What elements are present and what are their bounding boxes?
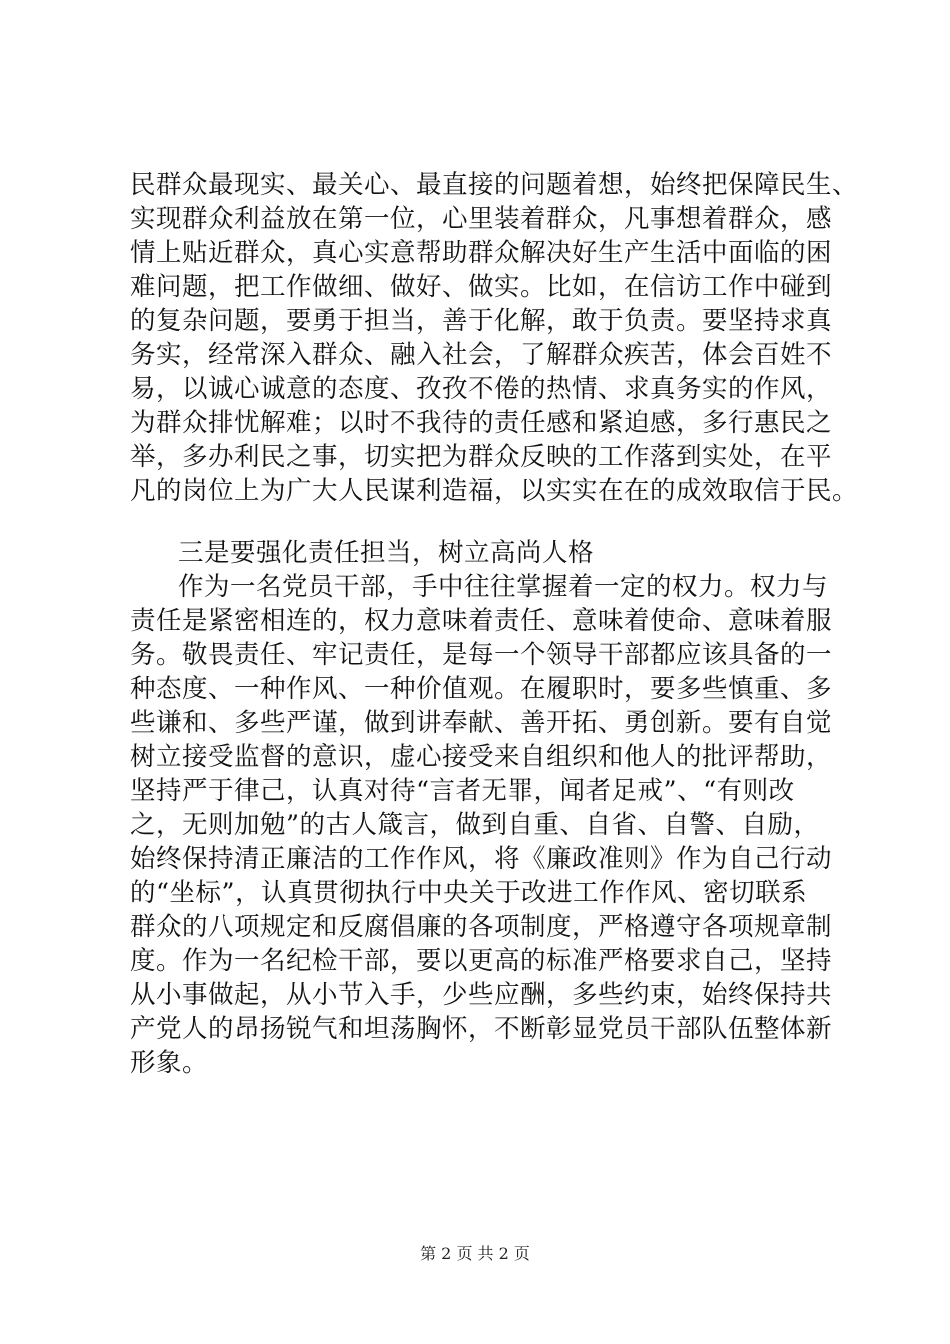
paragraph2-line: 些谦和、多些严谨，做到讲奉献、善开拓、勇创新。要有自觉 xyxy=(130,708,833,738)
paragraph2-line: 坚持严于律己，认真对待“言者无罪，闻者足戒”、“有则改 xyxy=(130,776,795,806)
paragraph2-line: 之，无则加勉”的古人箴言，做到自重、自省、自警、自励， xyxy=(130,810,820,840)
paragraph2-line: 群众的八项规定和反腐倡廉的各项制度，严格遵守各项规章制 xyxy=(130,912,833,942)
paragraph1-line: 的复杂问题，要勇于担当，善于化解，敢于负责。要坚持求真 xyxy=(130,306,833,336)
paragraph2-line: 产党人的昂扬锐气和坦荡胸怀，不断彰显党员干部队伍整体新 xyxy=(130,1014,833,1044)
paragraph1-line: 为群众排忧解难；以时不我待的责任感和紧迫感，多行惠民之 xyxy=(130,408,833,438)
paragraph2-line: 作为一名党员干部，手中往往掌握着一定的权力。权力与 xyxy=(178,572,829,602)
paragraph1-line: 易，以诚心诚意的态度、孜孜不倦的热情、求真务实的作风， xyxy=(130,374,833,404)
paragraph1-line: 凡的岗位上为广大人民谋利造福，以实实在在的成效取信于民。 xyxy=(130,476,859,506)
paragraph2-line: 度。作为一名纪检干部，要以更高的标准严格要求自己，坚持 xyxy=(130,946,833,976)
paragraph2-line: 种态度、一种作风、一种价值观。在履职时，要多些慎重、多 xyxy=(130,674,833,704)
paragraph1-line: 情上贴近群众，真心实意帮助群众解决好生产生活中面临的困 xyxy=(130,238,833,268)
paragraph2-line: 务。敬畏责任、牢记责任，是每一个领导干部都应该具备的一 xyxy=(130,640,833,670)
paragraph1-line: 民群众最现实、最关心、最直接的问题着想，始终把保障民生、 xyxy=(130,170,859,200)
paragraph1-line: 实现群众利益放在第一位，心里装着群众，凡事想着群众，感 xyxy=(130,204,833,234)
paragraph1-line: 举，多办利民之事，切实把为群众反映的工作落到实处，在平 xyxy=(130,442,833,472)
paragraph1-line: 难问题，把工作做细、做好、做实。比如，在信访工作中碰到 xyxy=(130,272,833,302)
paragraph2-line: 责任是紧密相连的，权力意味着责任、意味着使命、意味着服 xyxy=(130,606,833,636)
paragraph2-line: 形象。 xyxy=(130,1048,209,1078)
paragraph2-line: 从小事做起，从小节入手，少些应酬，多些约束，始终保持共 xyxy=(130,980,833,1010)
page-footer: 第 2 页 共 2 页 xyxy=(420,1244,530,1263)
section-heading: 三是要强化责任担当，树立高尚人格 xyxy=(178,538,595,568)
paragraph2-line: 树立接受监督的意识，虚心接受来自组织和他人的批评帮助， xyxy=(130,742,833,772)
paragraph2-line: 始终保持清正廉洁的工作作风，将《廉政准则》作为自己行动 xyxy=(130,844,833,874)
paragraph1-line: 务实，经常深入群众、融入社会，了解群众疾苦，体会百姓不 xyxy=(130,340,833,370)
paragraph2-line: 的“坐标”，认真贯彻执行中央关于改进工作作风、密切联系 xyxy=(130,878,808,908)
